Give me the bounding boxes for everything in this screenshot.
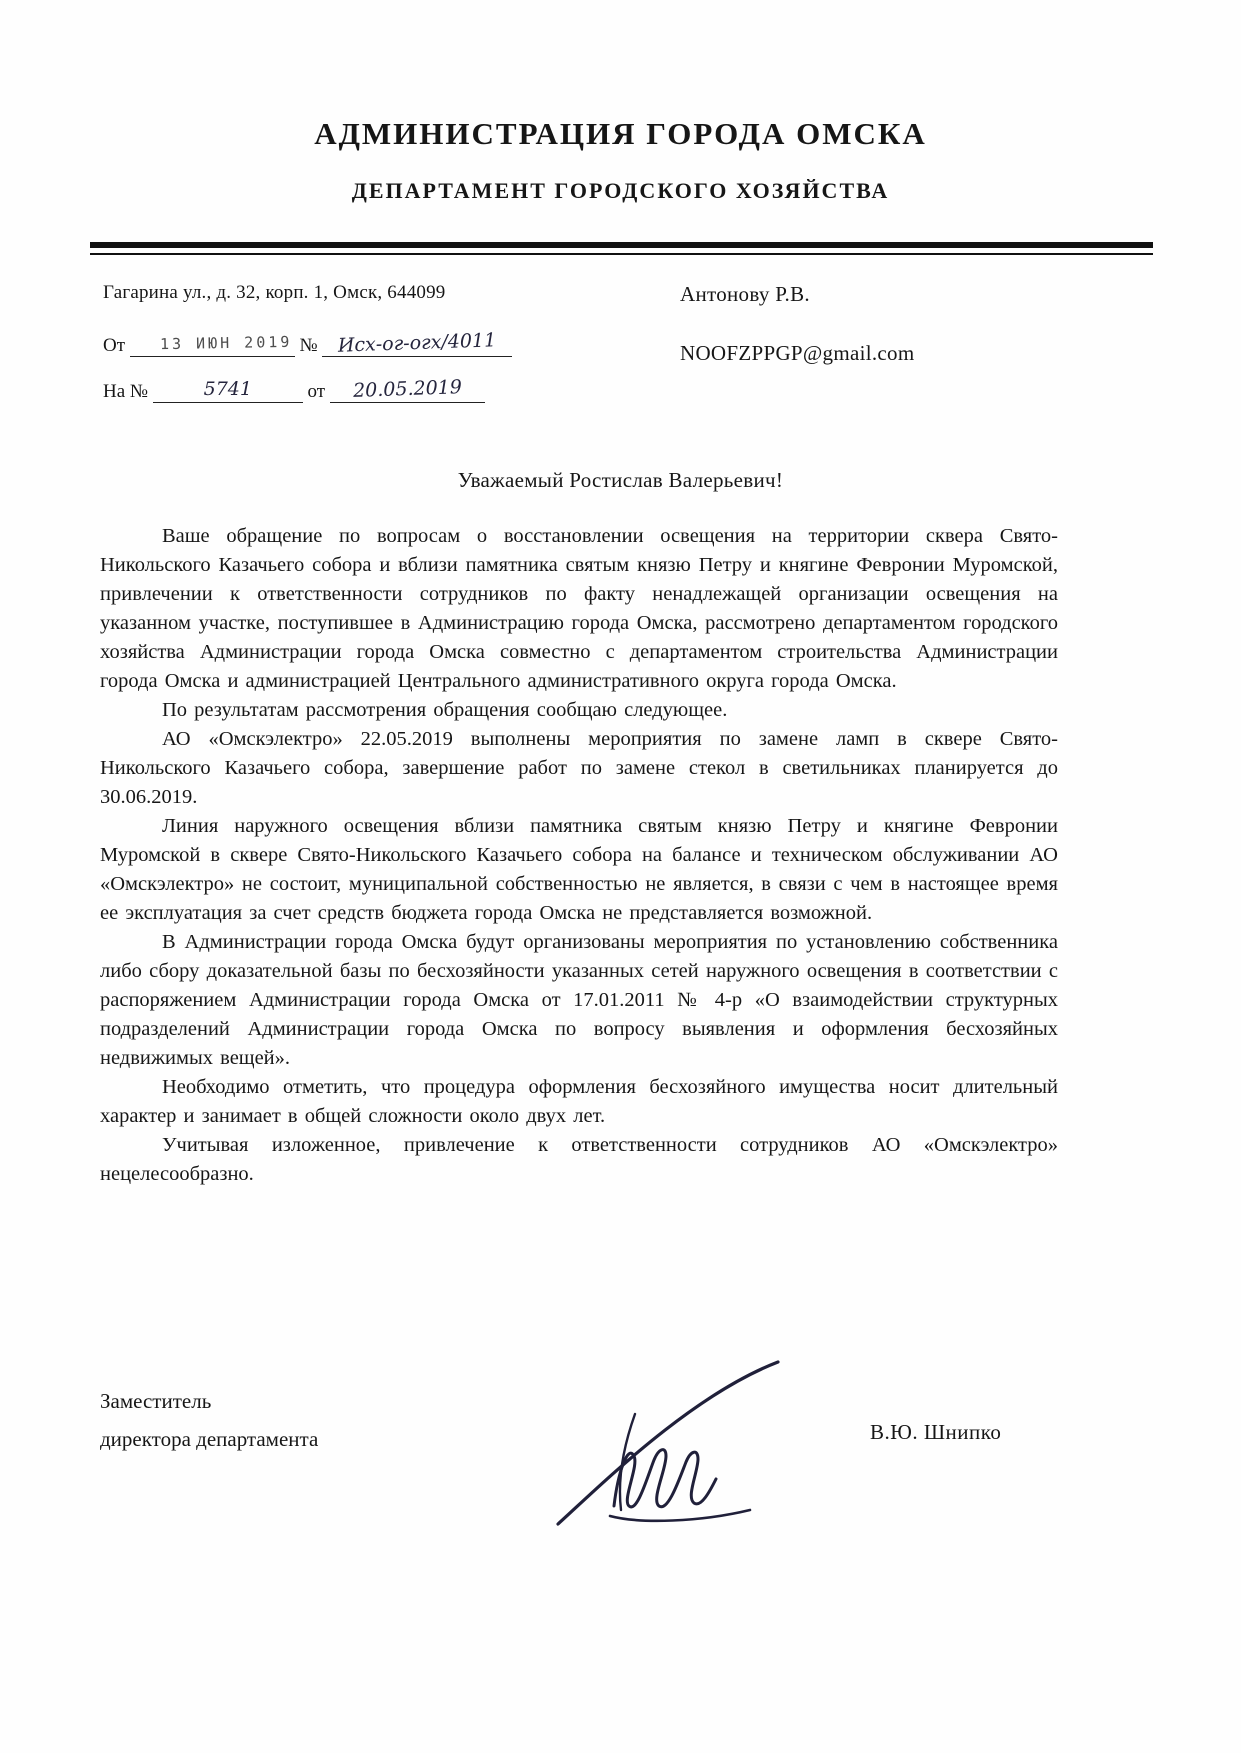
date-line [130,326,295,357]
salutation: Уважаемый Ростислав Валерьевич! [457,468,784,492]
organization-title: АДМИНИСТРАЦИЯ ГОРОДА ОМСКА [314,116,927,151]
incoming-date-line [330,374,485,403]
sender-address: Гагарина ул., д. 32, корп. 1, Омск, 644099 [103,282,446,303]
incoming-number-handwritten: 5741 [203,378,252,400]
body-paragraph: Учитывая изложенное, привлечение к ответственности сотрудников АО «Омскэлектро» нецелесообразно. [100,1134,1058,1185]
outgoing-number-row [103,326,583,374]
incoming-date-handwritten: 20.05.2019 [352,376,463,402]
recipient-name: Антонову Р.В. [680,282,810,306]
department-title: ДЕПАРТАМЕНТ ГОРОДСКОГО ХОЗЯЙСТВА [351,178,890,203]
sender-requisites [103,282,583,422]
recipient-email: NOOFZPPGP@gmail.com [680,341,915,365]
signer-position [100,1382,460,1458]
divider-thin-line [90,253,1153,255]
body-paragraph: Необходимо отметить, что процедура оформления бесхозяйного имущества носит длительный характер и занимает в общей сложности около двух лет. [100,1076,1058,1127]
signature-scribble [540,1356,790,1536]
outgoing-number-handwritten: Исх-ог-огх/4011 [337,329,497,357]
body-paragraph: В Администрации города Омска будут организованы мероприятия по установлению собственника либо сбору доказательной базы по бесхозяйности указанных сетей наружного освещения в соответствии с распоряжением Администрации города Омска от 17.01.2011 № 4-р «О взаимодействии структурных подразделений Администрации города Омска по вопросу выявления и оформления бесхозяйных недвижимых вещей». [100,931,1058,1069]
reply-label: На № [103,381,149,402]
body-paragraph: АО «Омскэлектро» 22.05.2019 выполнены мероприятия по замене ламп в сквере Свято-Никольского Казачьего собора, завершение работ по замене стекол в светильниках планируется до 30.06.2019. [100,728,1058,808]
divider-thick-line [90,242,1153,248]
number-label: № [299,335,318,356]
outgoing-number-line [322,326,512,357]
letterhead-divider [90,242,1153,255]
body-paragraph: Ваше обращение по вопросам о восстановлении освещения на территории сквера Свято-Никольского Казачьего собора и вблизи памятника святым князю Петру и княгине Февронии Муромской, привлечении к ответственности сотрудников по факту ненадлежащей организации освещения на указанном участке, поступившее в Администрацию города Омска, рассмотрено департаментом городского хозяйства Администрации города Омска совместно с департаментом строительства Администрации города Омска и администрацией Центрального административного округа города Омска. [100,525,1058,692]
signer-position-line2: директора департамента [100,1427,319,1451]
body-paragraph: Линия наружного освещения вблизи памятника святым князю Петру и княгине Февронии Муромской в сквере Свято-Никольского Казачьего собора на балансе и техническом обслуживании АО «Омскэлектро» не состоит, муниципальной собственностью не является, в связи с чем в настоящее время ее эксплуатация за счет средств бюджета города Омска не представляется возможной. [100,815,1058,924]
signer-position-line1: Заместитель [100,1389,212,1413]
letter-body [100,522,1058,1189]
recipient-block [680,282,1120,366]
incoming-number-row [103,374,583,422]
date-stamp: 13 ИЮН 2019 [159,332,293,354]
body-paragraph: По результатам рассмотрения обращения сообщаю следующее. [162,699,728,721]
signer-name: В.Ю. Шнипко [870,1420,1002,1444]
reply-date-label: от [307,381,326,402]
incoming-number-line [153,374,303,403]
from-label: От [103,335,126,356]
